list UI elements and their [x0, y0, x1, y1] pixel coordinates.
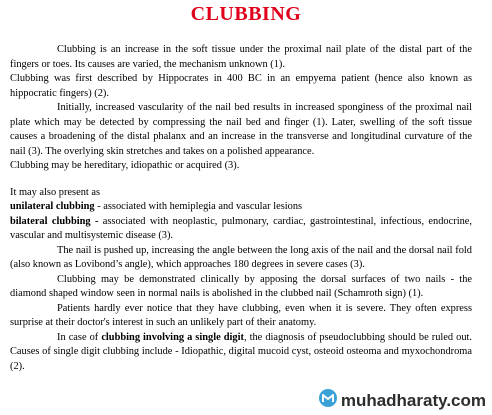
single-digit-lead: In case of — [57, 331, 102, 343]
watermark-text: muhadharaty.com — [340, 390, 486, 410]
term-single-digit-clubbing: clubbing involving a single digit — [101, 331, 244, 343]
paragraph-pathogenesis: Initially, increased vascularity of the nail bed results in increased sponginess of the proximal nail plate which may be detected by compressing the nail bed and finger (1). Later, swelling of the soft tissue causes a broadening of the distal phalanx and an increase in the transverse and longitudinal curvature of the nail (3). The overlying skin stretches and takes on a polished appearance. — [10, 102, 472, 157]
single-digit-description: , the diagnosis of pseudoclubbing should be ruled out. Causes of single digit clubbing include - Idiopathic, digital mucoid cyst, osteoid osteoma and myxochondroma (2). — [10, 331, 473, 372]
paragraph-types: Clubbing may be hereditary, idiopathic or acquired (3). — [10, 160, 240, 171]
paragraph-history: Clubbing was first described by Hippocrates in 400 BC in an empyema patient (hence also known as hippocratic fingers) (2). — [10, 73, 472, 99]
paragraph-bilateral — [10, 215, 472, 244]
bilateral-description: associated with neoplastic, pulmonary, cardiac, gastrointestinal, infectious, endocrine, vascular and multisystemic disease (3). — [10, 215, 472, 241]
page-title: CLUBBING — [190, 3, 302, 25]
paragraph-single-digit — [10, 331, 472, 375]
paragraph-lovibond-angle: The nail is pushed up, increasing the angle between the long axis of the nail and the dorsal nail fold (also known as Lovibond’s angle), which approaches 180 degrees in severe cases (3). — [10, 244, 472, 270]
paragraph-schamroth-sign: Clubbing may be demonstrated clinically by apposing the dorsal surfaces of two nails - the diamond shaped window seen in normal nails is abolished in the clubbed nail (Schamroth sign) (1). — [10, 273, 472, 299]
term-bilateral-clubbing: bilateral clubbing - — [10, 215, 99, 227]
paragraph-patient-awareness: Patients hardly ever notice that they have clubbing, even when it is severe. They often express surprise at their doctor's interest in such an unlikely part of their anatomy. — [10, 302, 472, 328]
unilateral-description: - associated with hemiplegia and vascular lesions — [94, 201, 303, 212]
document-body — [10, 43, 472, 374]
muhadharaty-logo-icon — [318, 388, 338, 413]
paragraph-unilateral — [10, 200, 472, 215]
paragraph-definition: Clubbing is an increase in the soft tissue under the proximal nail plate of the distal part of the fingers or toes. Its causes are varied, the mechanism unknown (1). — [10, 44, 472, 70]
watermark — [316, 388, 488, 413]
term-unilateral-clubbing: unilateral clubbing — [10, 201, 95, 212]
paragraph-presentation-intro: It may also present as — [10, 186, 101, 198]
